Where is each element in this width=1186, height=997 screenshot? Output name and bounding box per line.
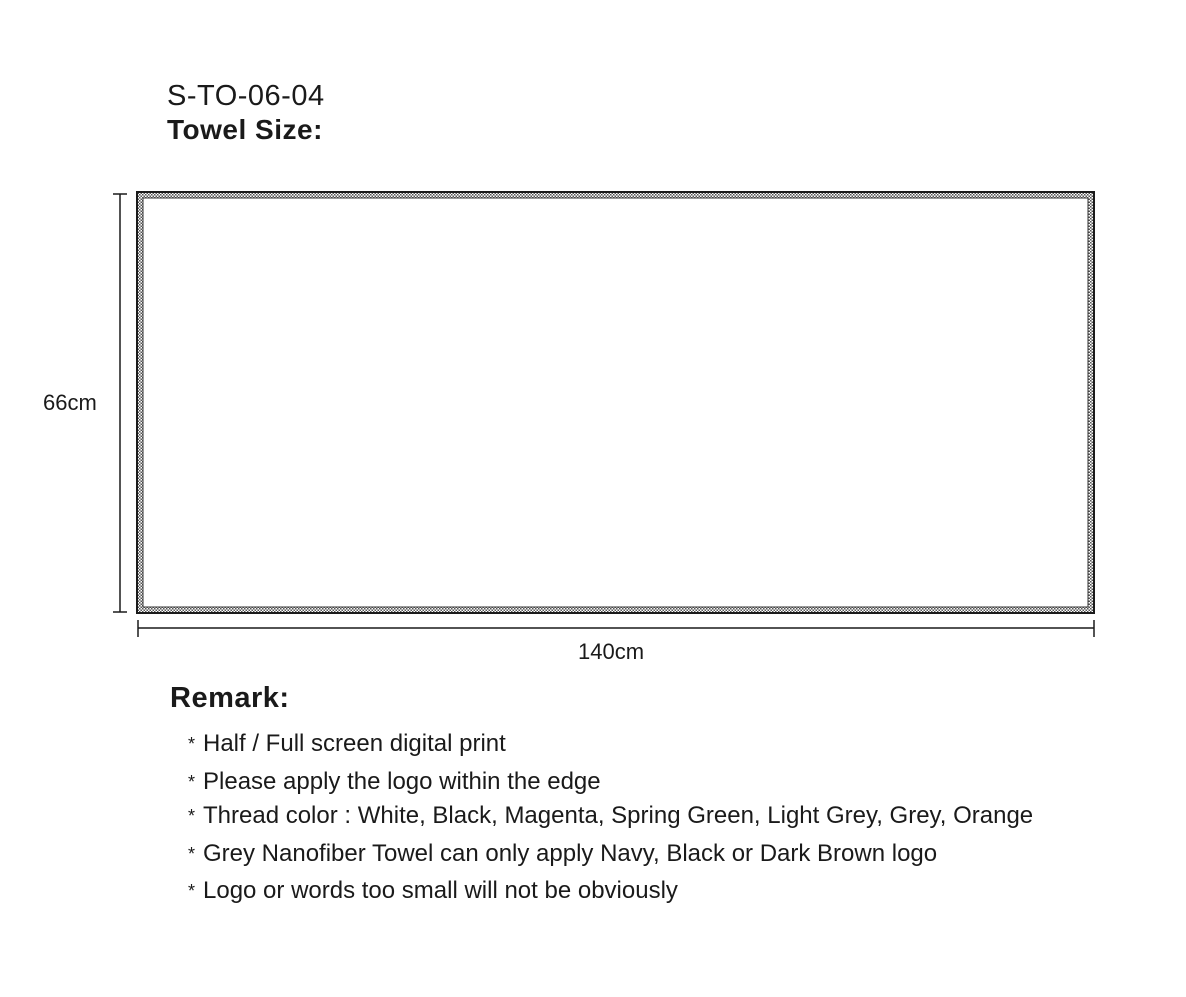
bullet-asterisk-icon: * xyxy=(188,734,196,755)
height-label: 66cm xyxy=(43,390,97,415)
remark-item xyxy=(188,768,1033,796)
height-dimension-line xyxy=(110,193,130,613)
remark-item xyxy=(188,802,1033,830)
bullet-asterisk-icon: * xyxy=(188,881,196,902)
remark-item xyxy=(188,840,1033,868)
remark-item-text: Please apply the logo within the edge xyxy=(203,768,601,795)
bullet-asterisk-icon: * xyxy=(188,772,196,793)
remark-item xyxy=(188,730,1033,758)
remark-item-text: Thread color : White, Black, Magenta, Spring Green, Light Grey, Grey, Orange xyxy=(203,802,1034,829)
bullet-asterisk-icon: * xyxy=(188,806,196,827)
remark-item xyxy=(188,877,1033,905)
remark-item-text: Half / Full screen digital print xyxy=(203,730,506,757)
remark-list xyxy=(188,730,1033,905)
remark-item-text: Logo or words too small will not be obviously xyxy=(203,877,678,904)
towel-outline-diagram xyxy=(136,191,1095,614)
bullet-asterisk-icon: * xyxy=(188,844,196,865)
remark-heading: Remark: xyxy=(170,682,290,714)
product-code: S-TO-06-04 xyxy=(167,80,325,112)
width-dimension-line xyxy=(136,618,1096,640)
width-label: 140cm xyxy=(578,639,645,664)
towel-size-heading: Towel Size: xyxy=(167,114,323,145)
remark-item-text: Grey Nanofiber Towel can only apply Navy, Black or Dark Brown logo xyxy=(203,840,938,867)
